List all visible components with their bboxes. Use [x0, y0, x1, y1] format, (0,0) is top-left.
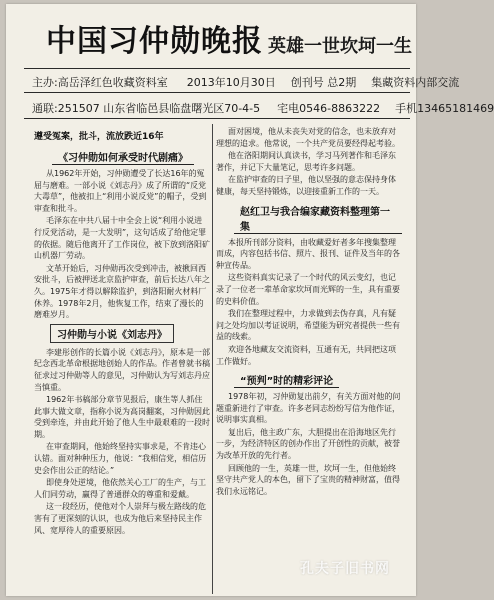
masthead-title: 中国习仲勋晚报	[46, 24, 263, 59]
right-bottom-para-3: 回顾他的一生，英雄一世，坎坷一生，但他始终坚守共产党人的本色，留下了宝贵的精神财富，值得我们永远铭记。	[216, 463, 400, 496]
column-divider	[212, 124, 213, 594]
info-row-2	[32, 100, 494, 116]
left-top-line: 遵受冤案，批斗，流放跌近16年	[34, 132, 164, 142]
date-line: 2013年10月30日	[186, 76, 276, 89]
right-para-3: 在监护审查的日子里，他以坚强的意志保持身体健康，每天坚持锻炼，以迎接重新工作的一天。	[216, 175, 396, 196]
info-row-1	[32, 74, 459, 90]
right-sub-headline-2: “预判”时的精彩评论	[234, 372, 339, 388]
right-bottom-para-2: 复出后，他主政广东，大胆提出在沿海地区先行一步，为经济特区的创办作出了开创性的贡献，被誉为改革开放的先行者。	[216, 427, 400, 461]
masthead-rule	[24, 68, 410, 69]
info-rule-2	[24, 118, 410, 119]
right-mid-para-3: 我们在整理过程中，力求做到去伪存真，凡有疑问之处均加以考证说明，希望能为研究者提供一些有益的线索。	[216, 309, 400, 342]
left-column	[34, 126, 210, 537]
masthead-slogan: 英雄一世坎坷一生	[268, 36, 412, 57]
left-sub-para-3: 在审查期间，他始终坚持实事求是，不肯违心认错。面对种种压力，他说：“我相信党，相信历史会作出公正的结论。”	[34, 442, 207, 475]
note-line: 集藏资料内部交流	[371, 76, 460, 89]
mobile-line: 手机13465181469	[395, 102, 494, 115]
right-column	[216, 126, 402, 498]
left-sub-para-4: 即使身处逆境，他依然关心工厂的生产，与工人们同劳动，赢得了普通群众的尊重和爱戴。	[34, 478, 206, 499]
right-para-2: 他在洛阳期间认真读书，学习马列著作和毛泽东著作，并记下大量笔记，思考许多问题。	[216, 151, 396, 172]
left-sub-para-2: 1962年书稿部分章节见报后，康生等人抓住此事大做文章，指称小说为高岗翻案，习仲勋因此受到牵连，并由此开始了他人生中最艰难的一段时期。	[34, 395, 210, 439]
info-rule-1	[24, 92, 410, 93]
left-headline: 《习仲勋如何承受时代剧痛》	[52, 149, 194, 165]
address-line: 通联:251507 山东省临邑县临盘曙光区70-4-5	[32, 102, 261, 115]
right-para-1: 面对困境，他从未丧失对党的信念，也未放弃对理想的追求。他常说，一个共产党员要经得起考验。	[216, 127, 400, 148]
left-sub-para-5: 这一段经历，使他对个人崇拜与极左路线的危害有了更深刻的认识，也成为他后来坚持民主作风、宽厚待人的重要原因。	[34, 502, 206, 535]
left-para-3: 文革开始后，习仲勋再次受到冲击，被揪回西安批斗，后被押送北京监护审查，前后长达八年之久。1975年才得以解除监护，到洛阳耐火材料厂休养。1978年2月，他恢复工作，结束了漫长的磨难岁月。	[34, 263, 210, 320]
issue-line: 创刊号 总2期	[290, 76, 357, 89]
right-bottom-para-1: 1978年初，习仲勋复出前夕，有关方面对他的问题重新进行了审查。许多老同志纷纷写信为他作证，说明事实真相。	[216, 392, 401, 425]
right-sub-headline: 赵红卫与我合编家藏资料整理第一集	[234, 203, 402, 234]
phone-line: 宅电0546-8863222	[277, 102, 381, 115]
left-para-1: 从1962年开始，习仲勋遭受了长达16年的冤屈与磨难。一部小说《刘志丹》成了所谓的“反党大毒草”，他被扣上“利用小说反党”的帽子，受到审查和批斗。	[34, 169, 207, 213]
right-mid-para-4: 欢迎各地藏友交流资料，互通有无，共同把这项工作做好。	[216, 344, 396, 366]
left-sub-headline: 习仲勋与小说《刘志丹》	[50, 324, 174, 343]
right-mid-para-2: 这些资料真实记录了一个时代的风云变幻，也记录了一位老一辈革命家坎坷而光辉的一生，具有重要的史料价值。	[216, 273, 400, 306]
editor-line: 主办:高岳泽红色收藏资料室	[32, 76, 168, 89]
newspaper-sheet	[6, 4, 494, 596]
right-mid-para-1: 本报所刊部分资料，由收藏爱好者多年搜集整理而成，内容包括书信、照片、报刊、证件及当年的各种宣传品。	[216, 237, 400, 270]
left-para-2: 毛泽东在中共八届十中全会上说“利用小说进行反党活动，是一大发明”，这句话成了给他定罪的依据。随后他离开了工作岗位，被下放到洛阳矿山机器厂劳动。	[34, 216, 210, 261]
watermark-text: 孔夫子旧书网	[300, 561, 390, 577]
left-sub-para-1: 李建彤创作的长篇小说《刘志丹》，原本是一部纪念西北革命根据地创始人的作品。作者曾就书稿征求过习仲勋等人的意见，习仲勋认为写刘志丹应当慎重。	[34, 347, 210, 392]
